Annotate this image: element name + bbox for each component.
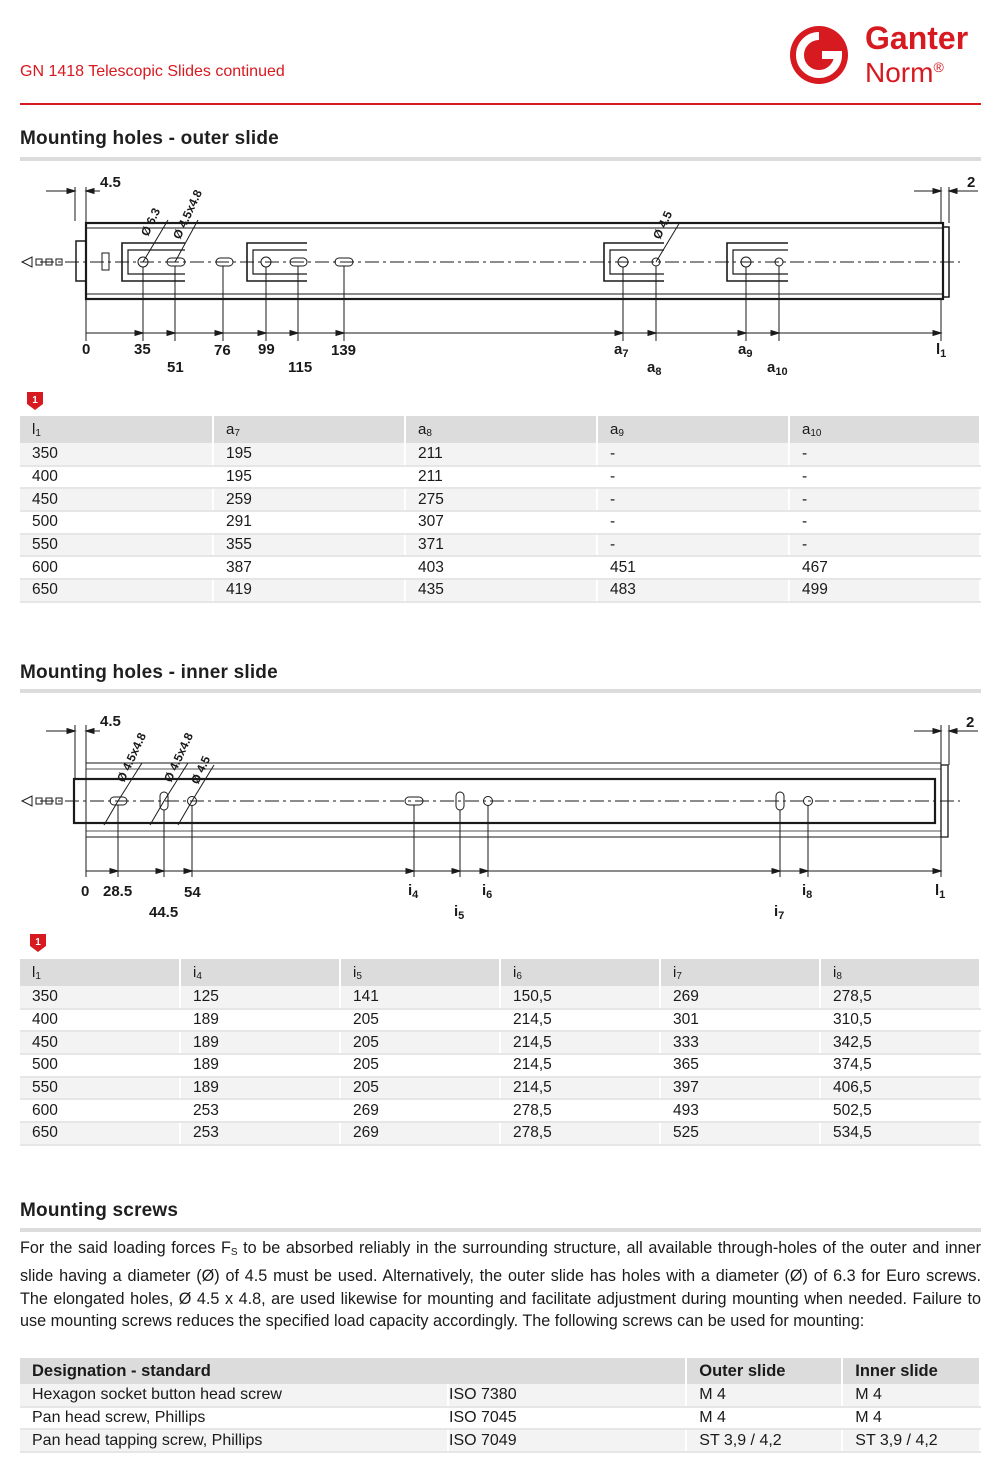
- outer-slide-section-title: Mounting holes - outer slide: [20, 128, 279, 149]
- inner-hole-label-2: Ø 4.5x4.8: [161, 730, 196, 785]
- table-row: 550 189 205 214,5 397 406,5: [20, 1077, 980, 1100]
- inner-dim-top-right: 2: [966, 714, 975, 731]
- outer-label-l1: $l_1$: [936, 341, 947, 360]
- inner-label-l1: $l_1$: [935, 882, 946, 901]
- outer-col-a10: $a_{10}$: [789, 416, 980, 443]
- outer-dim-99: 99: [258, 341, 275, 358]
- inner-col-i7: $i_7$: [660, 959, 820, 986]
- inner-table-header-row: [20, 959, 980, 986]
- table-row: 400 189 205 214,5 301 310,5: [20, 1009, 980, 1032]
- table-row: Pan head tapping screw, Phillips ISO 7049 ST 3,9 / 4,2 ST 3,9 / 4,2: [20, 1429, 980, 1452]
- outer-col-a8: $a_8$: [405, 416, 597, 443]
- screws-col-designation: Designation - standard: [20, 1358, 686, 1384]
- outer-dim-139: 139: [331, 342, 357, 359]
- table-row: 450 259 275 - -: [20, 488, 980, 511]
- screws-section-divider: [20, 1228, 981, 1232]
- inner-label-i8: $i_8$: [802, 882, 813, 901]
- inner-label-i6: $i_6$: [482, 882, 493, 901]
- outer-label-a9: $a_9$: [738, 341, 753, 360]
- outer-dim-35: 35: [134, 341, 151, 358]
- table-row: 350 195 211 - -: [20, 443, 980, 466]
- logo-registered-mark: ®: [933, 59, 944, 75]
- screws-col-inner: Inner slide: [842, 1358, 980, 1384]
- inner-dim-top-left: 4.5: [100, 713, 121, 730]
- inner-table-badge-icon: [29, 933, 47, 953]
- table-row: Hexagon socket button head screw ISO 7380 M 4 M 4: [20, 1384, 980, 1407]
- ganter-logo-icon: [786, 22, 856, 88]
- mounting-screws-paragraph: For the said loading forces $F_S$ to be absorbed reliably in the surrounding structure, all available through-holes of the outer and inner slide having a diameter (Ø) of 4.5 must be used. Alternatively, the outer slide has holes with a diameter (Ø) of 6.3 for Euro screws. The elongated holes, Ø 4.5 x 4.8, are used likewise for mounting and facilitate adjustment during mounting when needed. Failure to use mounting screws reduces the specified load capacity accordingly. The following screws can be used for mounting:: [20, 1239, 981, 1331]
- outer-label-a7: $a_7$: [614, 341, 629, 360]
- inner-col-i8: $i_8$: [820, 959, 980, 986]
- inner-col-i5: $i_5$: [340, 959, 500, 986]
- ganter-norm-logo: [786, 22, 986, 88]
- inner-label-i4: $i_4$: [408, 882, 419, 901]
- table-row: 500 291 307 - -: [20, 511, 980, 534]
- mounting-screws-table: [20, 1358, 981, 1453]
- outer-hole-label-6-3: Ø 6.3: [138, 205, 164, 239]
- logo-brand-line1: Ganter: [865, 20, 969, 56]
- inner-hole-label-1: Ø 4.5x4.8: [114, 730, 149, 785]
- outer-label-a8: $a_8$: [647, 359, 662, 378]
- table-row: 650 419 435 483 499: [20, 579, 980, 602]
- outer-hole-label-4-5: Ø 4.5: [650, 208, 676, 242]
- outer-dim-top-left: 4.5: [100, 174, 121, 191]
- outer-dim-115: 115: [288, 359, 313, 376]
- inner-label-i5: $i_5$: [454, 903, 465, 922]
- outer-slide-table: [20, 416, 981, 603]
- screws-table-header-row: [20, 1358, 980, 1384]
- inner-dim-44-5: 44.5: [149, 904, 179, 921]
- inner-slide-drawing: [0, 705, 1000, 930]
- inner-label-i7: $i_7$: [774, 903, 785, 922]
- outer-col-a7: $a_7$: [213, 416, 405, 443]
- mounting-screws-section-title: Mounting screws: [20, 1200, 179, 1221]
- outer-dim-51: 51: [167, 359, 184, 376]
- inner-col-i6: $i_6$: [500, 959, 660, 986]
- inner-section-divider: [20, 689, 981, 693]
- logo-brand-line2: Norm: [865, 57, 934, 88]
- header-divider: [20, 103, 981, 105]
- table-row: 400 195 211 - -: [20, 466, 980, 489]
- table-row: 650 253 269 278,5 525 534,5: [20, 1122, 980, 1145]
- inner-col-l1: $l_1$: [20, 959, 180, 986]
- inner-hole-label-3: Ø 4.5: [188, 753, 214, 787]
- inner-col-i4: $i_4$: [180, 959, 340, 986]
- outer-section-divider: [20, 157, 981, 161]
- outer-dim-top-right: 2: [967, 174, 976, 191]
- screws-col-outer: Outer slide: [686, 1358, 842, 1384]
- table-row: 450 189 205 214,5 333 342,5: [20, 1031, 980, 1054]
- table-row: 500 189 205 214,5 365 374,5: [20, 1054, 980, 1077]
- table-row: 550 355 371 - -: [20, 534, 980, 557]
- table-row: Pan head screw, Phillips ISO 7045 M 4 M 4: [20, 1407, 980, 1430]
- svg-text:1: 1: [35, 937, 41, 948]
- table-row: 600 253 269 278,5 493 502,5: [20, 1099, 980, 1122]
- document-header-title: GN 1418 Telescopic Slides continued: [20, 63, 285, 80]
- inner-dim-0: 0: [81, 883, 90, 900]
- outer-hole-label-4-5x4-8: Ø 4.5x4.8: [170, 187, 205, 242]
- outer-dim-76: 76: [214, 342, 231, 359]
- outer-table-badge-icon: [26, 391, 44, 411]
- inner-slide-table: [20, 959, 981, 1146]
- outer-col-l1: $l_1$: [20, 416, 213, 443]
- outer-table-header-row: [20, 416, 980, 443]
- table-row: 600 387 403 451 467: [20, 556, 980, 579]
- outer-dim-0: 0: [82, 341, 91, 358]
- outer-col-a9: $a_9$: [597, 416, 789, 443]
- outer-label-a10: $a_{10}$: [767, 359, 788, 378]
- inner-dim-54: 54: [184, 884, 201, 901]
- inner-dim-28-5: 28.5: [103, 883, 133, 900]
- inner-slide-section-title: Mounting holes - inner slide: [20, 662, 278, 683]
- table-row: 350 125 141 150,5 269 278,5: [20, 986, 980, 1009]
- outer-slide-drawing: [0, 165, 1000, 385]
- svg-text:1: 1: [32, 395, 38, 406]
